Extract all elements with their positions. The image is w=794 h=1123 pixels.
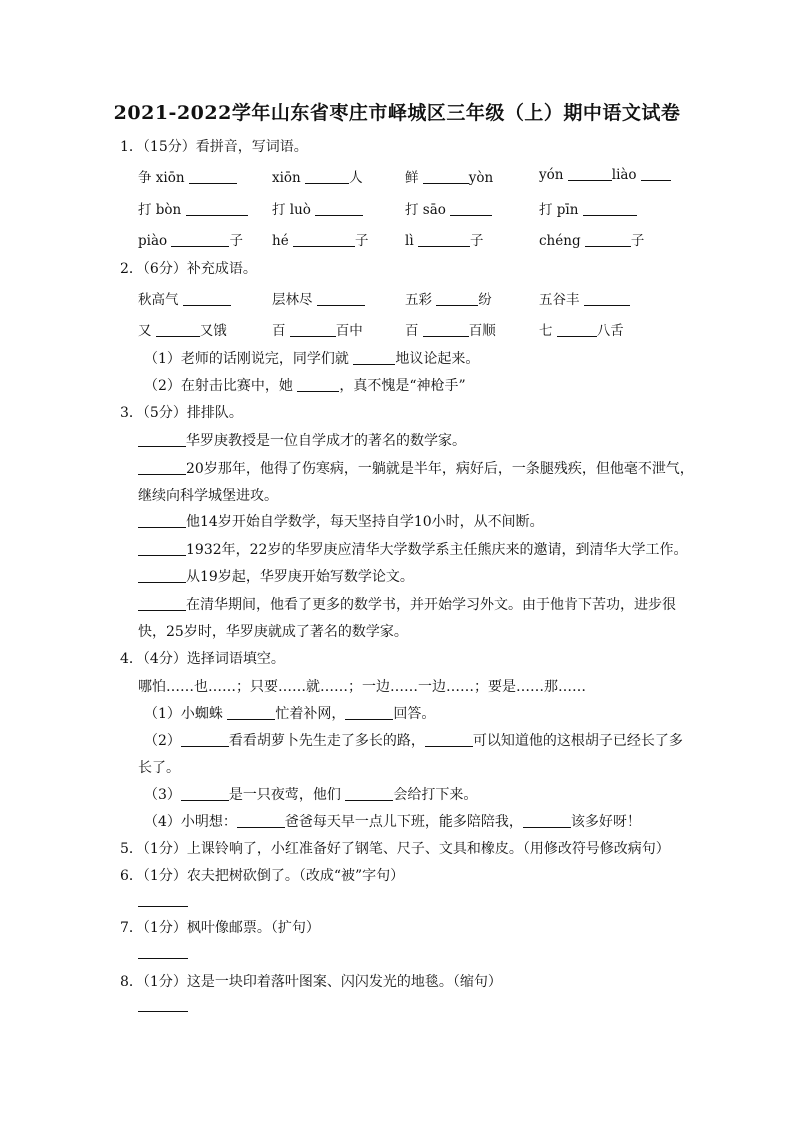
sentence-text: 是一只夜莺，他们 xyxy=(228,787,341,803)
sentence-text: 可以知道他的这根胡子已经长了多 xyxy=(472,733,683,749)
q1-item xyxy=(138,166,237,186)
answer-blank[interactable] xyxy=(138,513,186,528)
idiom-text: 秋高气 xyxy=(138,292,179,308)
q4-word-list: 哪怕……也……；只要……就……；一边……一边……；要是……那…… xyxy=(138,679,586,695)
q3-sentence xyxy=(138,430,466,450)
answer-blank[interactable] xyxy=(305,169,349,184)
answer-blank[interactable] xyxy=(423,322,469,337)
pinyin-text: yón xyxy=(539,167,564,183)
pinyin-text: 打 bòn xyxy=(138,202,182,218)
q8-answer-line[interactable] xyxy=(138,1010,188,1012)
sentence-text: 地议论起来。 xyxy=(395,351,480,367)
answer-blank[interactable] xyxy=(227,705,275,720)
pinyin-text: liào xyxy=(611,167,637,183)
answer-blank[interactable] xyxy=(138,432,186,447)
answer-blank[interactable] xyxy=(418,232,470,247)
answer-blank[interactable] xyxy=(317,291,365,306)
answer-blank[interactable] xyxy=(423,169,469,184)
idiom-text: 百 xyxy=(405,323,419,339)
q1-heading: 1．（15分）看拼音，写词语。 xyxy=(120,139,308,155)
sentence-text: 华罗庚教授是一位自学成才的著名的数学家。 xyxy=(186,433,466,449)
q2-sentence-2 xyxy=(144,375,466,395)
pinyin-text: lì xyxy=(405,233,414,249)
q2-item xyxy=(272,288,365,308)
answer-blank[interactable] xyxy=(189,169,237,184)
idiom-text: 五彩 xyxy=(405,292,432,308)
answer-blank[interactable] xyxy=(290,322,336,337)
answer-blank[interactable] xyxy=(315,201,363,216)
answer-blank[interactable] xyxy=(181,732,229,747)
sentence-text: （1）小蜘蛛 xyxy=(144,706,223,722)
sentence-text: 会给打下来。 xyxy=(393,787,478,803)
sentence-text: （3） xyxy=(144,787,181,803)
sentence-text: （2） xyxy=(144,733,181,749)
pinyin-text: 打 sāo xyxy=(405,202,446,218)
q1-item xyxy=(539,198,637,218)
idiom-text: 七 xyxy=(539,323,553,339)
char-text: 子 xyxy=(630,233,645,249)
q1-item xyxy=(539,229,644,249)
sentence-text: 爸爸每天早一点儿下班，能多陪陪我， xyxy=(284,814,523,830)
answer-blank[interactable] xyxy=(450,201,492,216)
idiom-text: 八舌 xyxy=(596,323,624,339)
idiom-text: 百 xyxy=(272,323,286,339)
answer-blank[interactable] xyxy=(557,322,597,337)
answer-blank[interactable] xyxy=(345,705,393,720)
q3-sentence-cont: 快，25岁时，华罗庚就成了著名的数学家。 xyxy=(138,624,408,640)
sentence-text: （1）老师的话刚说完，同学们就 xyxy=(144,351,349,367)
q3-sentence xyxy=(138,511,544,531)
answer-blank[interactable] xyxy=(425,732,473,747)
pinyin-text: 打 pīn xyxy=(539,202,579,218)
q4-sentence-2 xyxy=(144,730,683,750)
sentence-text: 忙着补网， xyxy=(275,706,346,722)
q4-sentence-4 xyxy=(144,811,641,831)
answer-blank[interactable] xyxy=(183,291,231,306)
sentence-text: 回答。 xyxy=(393,706,436,722)
answer-blank[interactable] xyxy=(138,541,186,556)
answer-blank[interactable] xyxy=(237,813,285,828)
q3-sentence xyxy=(138,539,687,559)
q2-item xyxy=(138,288,231,308)
q2-item xyxy=(272,319,363,339)
q2-item xyxy=(405,288,492,308)
answer-blank[interactable] xyxy=(138,568,186,583)
answer-blank[interactable] xyxy=(568,166,612,181)
idiom-text: 百顺 xyxy=(468,323,496,339)
answer-blank[interactable] xyxy=(583,201,637,216)
sentence-text: （4）小明想： xyxy=(144,814,237,830)
answer-blank[interactable] xyxy=(436,291,478,306)
q4-sentence-2-cont: 长了。 xyxy=(138,760,180,776)
sentence-text: 该多好呀！ xyxy=(570,814,641,830)
q8-text: 8．（1分）这是一块印着落叶图案、闪闪发光的地毯。（缩句） xyxy=(120,974,502,990)
answer-blank[interactable] xyxy=(138,596,186,611)
q2-item xyxy=(539,288,630,308)
pinyin-text: hé xyxy=(272,233,289,249)
q3-sentence xyxy=(138,458,694,478)
pinyin-text: xiōn xyxy=(272,170,301,186)
char-text: 子 xyxy=(229,233,243,249)
q6-answer-line[interactable] xyxy=(138,905,188,907)
sentence-text: 看看胡萝卜先生走了多长的路， xyxy=(228,733,425,749)
q7-text: 7．（1分）枫叶像邮票。（扩句） xyxy=(120,920,320,936)
q2-item xyxy=(138,319,227,339)
pinyin-text: chéng xyxy=(539,233,581,249)
idiom-text: 百中 xyxy=(335,323,363,339)
answer-blank[interactable] xyxy=(181,786,229,801)
q4-sentence-3 xyxy=(144,784,477,804)
q2-item xyxy=(539,319,624,339)
q1-item xyxy=(405,198,492,218)
q1-item xyxy=(539,166,671,183)
page-title: 2021-2022学年山东省枣庄市峄城区三年级（上）期中语文试卷 xyxy=(113,102,681,124)
idiom-text: 五谷丰 xyxy=(539,292,580,308)
pinyin-text: 争 xiōn xyxy=(138,170,185,186)
answer-blank[interactable] xyxy=(345,786,393,801)
sentence-text: 从19岁起，华罗庚开始写数学论文。 xyxy=(186,569,414,585)
answer-blank[interactable] xyxy=(584,291,630,306)
idiom-text: 纷 xyxy=(478,292,492,308)
q5-text: 5．（1分）上课铃响了，小红准备好了钢笔、尺子、文具和橡皮。（用修改符号修改病句） xyxy=(120,841,670,857)
q2-sentence-1 xyxy=(144,348,479,368)
answer-blank[interactable] xyxy=(186,201,248,216)
q4-sentence-1 xyxy=(144,703,435,723)
sentence-text: ，真不愧是“神枪手” xyxy=(339,378,466,394)
q1-item xyxy=(138,198,248,218)
idiom-text: 又饿 xyxy=(199,323,227,339)
q3-sentence xyxy=(138,566,414,586)
q1-item xyxy=(272,166,363,186)
answer-blank[interactable] xyxy=(138,460,186,475)
idiom-text: 层林尽 xyxy=(272,292,313,308)
q1-item xyxy=(272,198,363,218)
char-text: 鲜 xyxy=(405,170,419,186)
sentence-text: 20岁那年，他得了伤寒病，一躺就是半年，病好后，一条腿残疾，但他毫不泄气， xyxy=(186,461,694,477)
sentence-text: 他14岁开始自学数学，每天坚持自学10小时，从不间断。 xyxy=(186,514,544,530)
answer-blank[interactable] xyxy=(641,166,671,181)
char-text: 子 xyxy=(354,233,369,249)
sentence-text: 在清华期间，他看了更多的数学书，并开始学习外文。由于他肯下苦功，进步很 xyxy=(186,597,676,613)
pinyin-text: 打 luò xyxy=(272,202,311,218)
char-text: 子 xyxy=(469,233,484,249)
answer-blank[interactable] xyxy=(585,232,631,247)
sentence-text: 1932年，22岁的华罗庚应清华大学数学系主任熊庆来的邀请，到清华大学工作。 xyxy=(186,542,688,558)
char-text: 人 xyxy=(349,170,363,186)
sentence-text: （2）在射击比赛中，她 xyxy=(144,378,293,394)
pinyin-text: piào xyxy=(138,233,168,249)
q3-heading: 3．（5分）排排队。 xyxy=(120,405,243,421)
q4-heading: 4．（4分）选择词语填空。 xyxy=(120,651,285,667)
answer-blank[interactable] xyxy=(156,322,200,337)
q3-sentence xyxy=(138,594,676,614)
answer-blank[interactable] xyxy=(293,232,355,247)
q2-item xyxy=(405,319,496,339)
q3-sentence-cont: 继续向科学城堡进攻。 xyxy=(138,488,278,504)
q6-text: 6．（1分）农夫把树砍倒了。（改成“被”字句） xyxy=(120,868,405,884)
pinyin-text: yòn xyxy=(468,170,494,186)
answer-blank[interactable] xyxy=(523,813,571,828)
q1-item xyxy=(405,166,493,186)
q1-item xyxy=(272,229,368,249)
q1-item xyxy=(405,229,483,249)
answer-blank[interactable] xyxy=(297,377,339,392)
q2-heading: 2．（6分）补充成语。 xyxy=(120,261,257,277)
answer-blank[interactable] xyxy=(171,232,229,247)
q7-answer-line[interactable] xyxy=(138,957,188,959)
idiom-text: 又 xyxy=(138,323,152,339)
answer-blank[interactable] xyxy=(353,350,395,365)
q1-item xyxy=(138,229,243,249)
